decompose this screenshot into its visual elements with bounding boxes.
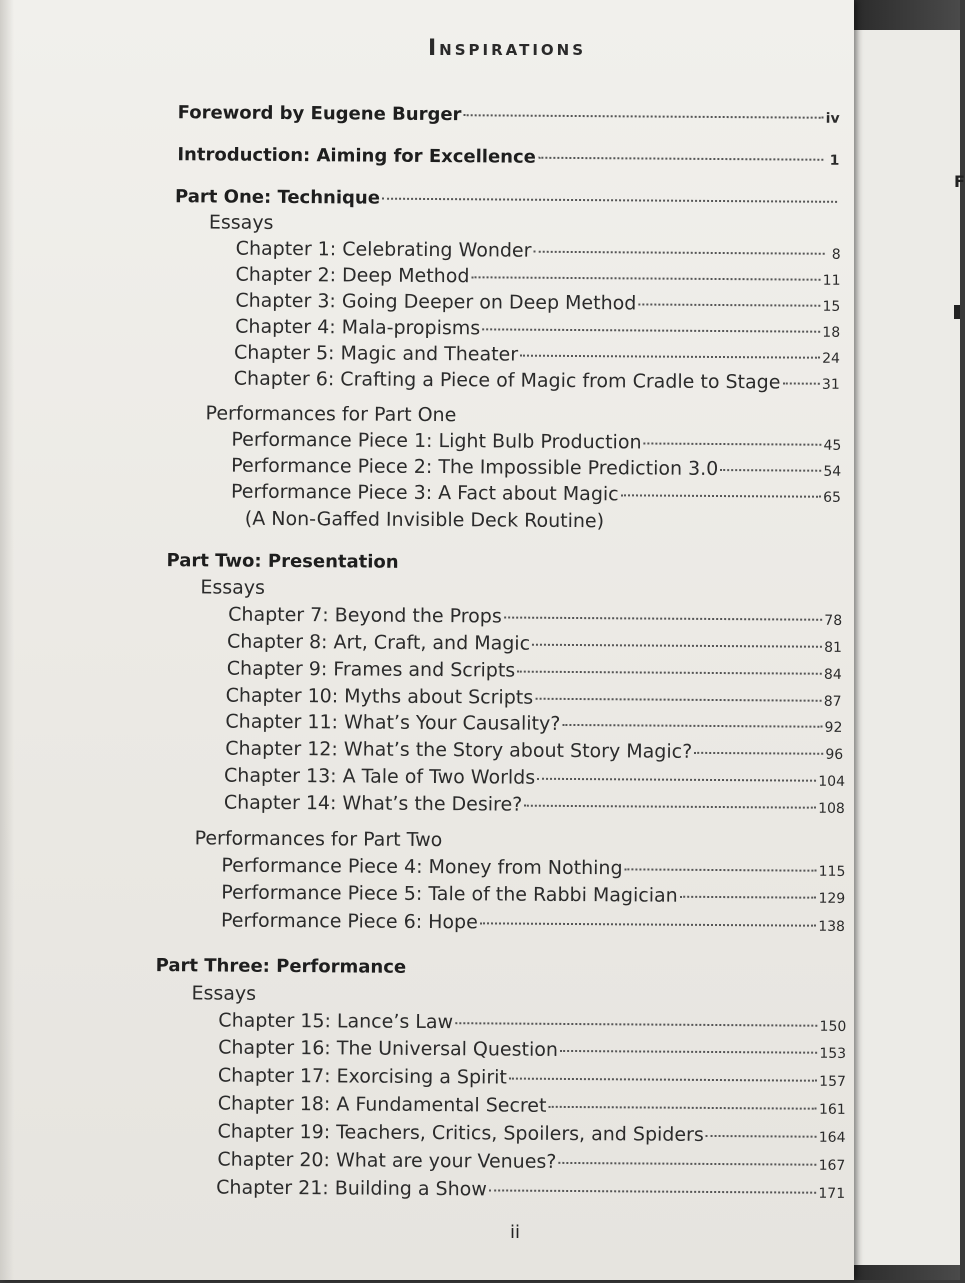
dot-leader bbox=[463, 114, 823, 119]
toc-entry-title: Chapter 16: The Universal Question bbox=[218, 1036, 559, 1061]
toc-entry-title: Performance Piece 3: A Fact about Magic bbox=[230, 480, 619, 506]
toc-page-number: 87 bbox=[823, 693, 842, 710]
dot-leader bbox=[558, 1162, 816, 1166]
toc-entry-title: Chapter 20: What are your Venues? bbox=[217, 1148, 557, 1173]
toc-entry-chapter bbox=[236, 238, 841, 264]
toc-entry-title: Chapter 15: Lance’s Law bbox=[218, 1009, 454, 1034]
toc-page-number: 104 bbox=[818, 773, 846, 790]
toc-page-number: iv bbox=[825, 110, 840, 127]
toc-page-number: 129 bbox=[818, 890, 846, 907]
toc-entry-chapter bbox=[225, 738, 843, 764]
toc-page-number: 115 bbox=[818, 863, 846, 880]
toc-entry-title: Chapter 7: Beyond the Props bbox=[228, 603, 502, 628]
part-heading-three bbox=[156, 955, 407, 978]
dot-leader bbox=[680, 896, 817, 899]
toc-entry-title: Chapter 3: Going Deeper on Deep Method bbox=[235, 289, 637, 315]
toc-entry-chapter bbox=[224, 792, 845, 818]
toc-entry-chapter bbox=[228, 604, 842, 630]
dot-leader bbox=[625, 868, 817, 871]
toc-page-number: 108 bbox=[818, 800, 845, 817]
toc-entry-chapter bbox=[226, 685, 842, 711]
toc-entry-chapter bbox=[218, 1065, 846, 1091]
dot-leader bbox=[509, 1078, 817, 1082]
toc-page-number: 54 bbox=[823, 463, 842, 480]
toc-page-number: 31 bbox=[821, 376, 840, 393]
dot-leader bbox=[504, 617, 823, 621]
toc-page-number: 96 bbox=[825, 746, 844, 763]
toc-entry-chapter bbox=[218, 1037, 846, 1063]
toc-entry-title: Foreword by Eugene Burger bbox=[177, 102, 462, 126]
toc-entry-title: Chapter 2: Deep Method bbox=[235, 263, 470, 288]
toc-page-number: 24 bbox=[822, 350, 841, 367]
toc-entry-title: Chapter 10: Myths about Scripts bbox=[225, 684, 534, 709]
toc-entry-chapter bbox=[235, 290, 840, 316]
toc-entry-introduction bbox=[177, 144, 839, 170]
dot-leader bbox=[560, 1050, 817, 1054]
dot-leader bbox=[548, 1106, 817, 1110]
toc-entry-title: Introduction: Aiming for Excellence bbox=[177, 144, 536, 168]
part-title: Part Three: Performance bbox=[155, 955, 407, 978]
toc-entry-performance bbox=[231, 481, 841, 507]
dot-leader bbox=[455, 1022, 817, 1027]
toc-entry-chapter bbox=[235, 316, 840, 342]
toc-page-number: 8 bbox=[831, 246, 841, 263]
toc-entry-performance bbox=[231, 455, 841, 481]
toc-entry-title: Chapter 19: Teachers, Critics, Spoilers, and Spiders bbox=[217, 1120, 704, 1146]
part-title: Part One: Technique bbox=[175, 186, 381, 209]
toc-page-number: 84 bbox=[823, 666, 842, 683]
toc-page-number: 18 bbox=[822, 324, 841, 341]
part-heading-one bbox=[175, 186, 839, 212]
toc-entry-title: Chapter 17: Exorcising a Spirit bbox=[217, 1064, 508, 1089]
toc-page-number: 157 bbox=[819, 1073, 846, 1090]
dot-leader bbox=[517, 671, 822, 675]
running-header: Inspirations bbox=[428, 36, 587, 61]
dot-leader bbox=[489, 1189, 817, 1193]
toc-entry-chapter bbox=[227, 658, 842, 684]
adjacent-page bbox=[852, 30, 960, 1265]
toc-page-number: 171 bbox=[818, 1185, 846, 1202]
toc-entry-title: Chapter 13: A Tale of Two Worlds bbox=[223, 764, 536, 789]
toc-entry-performance bbox=[221, 855, 845, 881]
dot-leader bbox=[382, 198, 837, 203]
performance-subtitle: (A Non-Gaffed Invisible Deck Routine) bbox=[244, 507, 605, 533]
toc-page-number: 78 bbox=[824, 612, 843, 629]
adjacent-page-text-fragment: F bbox=[954, 172, 965, 191]
dot-leader bbox=[535, 698, 822, 702]
part-heading-two bbox=[166, 550, 398, 573]
dot-leader bbox=[537, 778, 816, 782]
toc-entry-title: Chapter 5: Magic and Theater bbox=[233, 341, 519, 366]
dot-leader bbox=[638, 303, 820, 306]
toc-entry-chapter bbox=[216, 1177, 845, 1203]
part-title: Part Two: Presentation bbox=[166, 550, 399, 573]
toc-entry-title: Chapter 6: Crafting a Piece of Magic from Cradle to Stage bbox=[233, 367, 781, 394]
dot-leader bbox=[480, 922, 816, 926]
section-label-performances: Performances for Part Two bbox=[194, 827, 443, 852]
dot-leader bbox=[720, 469, 821, 472]
toc-entry-title: Performance Piece 2: The Impossible Prediction 3.0 bbox=[231, 454, 719, 481]
toc-entry-title: Performance Piece 6: Hope bbox=[220, 909, 478, 934]
toc-entry-title: Chapter 4: Mala-propisms bbox=[235, 315, 481, 340]
toc-entry-chapter bbox=[217, 1149, 845, 1175]
dot-leader bbox=[520, 355, 820, 359]
toc-entry-chapter bbox=[227, 631, 842, 657]
toc-entry-foreword bbox=[178, 102, 840, 128]
toc-page-number: 167 bbox=[818, 1157, 846, 1174]
dot-leader bbox=[524, 805, 816, 809]
toc-entry-chapter bbox=[234, 342, 840, 368]
dot-leader bbox=[532, 644, 822, 648]
toc-page-number: 15 bbox=[822, 298, 841, 315]
toc-entry-title: Chapter 9: Frames and Scripts bbox=[226, 657, 516, 682]
dot-leader bbox=[706, 1135, 817, 1138]
toc-page-number: 138 bbox=[818, 918, 846, 935]
toc-entry-chapter bbox=[224, 765, 845, 791]
toc-entry-performance bbox=[221, 882, 845, 908]
toc-entry-title: Performance Piece 1: Light Bulb Production bbox=[231, 428, 642, 454]
dot-leader bbox=[538, 157, 823, 161]
toc-entry-chapter bbox=[225, 711, 842, 737]
section-label-essays: Essays bbox=[208, 211, 274, 234]
toc-entry-performance bbox=[221, 910, 845, 936]
section-label-performances: Performances for Part One bbox=[205, 402, 457, 427]
toc-entry-chapter bbox=[217, 1121, 845, 1147]
dot-leader bbox=[644, 442, 822, 445]
dot-leader bbox=[621, 494, 822, 497]
toc-entry-title: Performance Piece 4: Money from Nothing bbox=[221, 854, 623, 880]
toc-entry-chapter bbox=[218, 1093, 846, 1119]
toc-page-number: 81 bbox=[824, 639, 843, 656]
toc-page-number: 150 bbox=[819, 1018, 847, 1035]
toc-entry-title: Chapter 21: Building a Show bbox=[216, 1176, 487, 1201]
toc-entry-performance bbox=[231, 429, 841, 455]
toc-entry-title: Chapter 14: What’s the Desire? bbox=[223, 791, 523, 816]
toc-page-number: 45 bbox=[823, 437, 842, 454]
toc-entry-title: Performance Piece 5: Tale of the Rabbi Magician bbox=[221, 881, 678, 907]
dot-leader bbox=[782, 382, 820, 384]
dot-leader bbox=[533, 251, 824, 255]
dot-leader bbox=[482, 328, 820, 332]
toc-page-number: 65 bbox=[823, 489, 842, 506]
toc-page-number: 11 bbox=[822, 272, 841, 289]
toc-entry-chapter bbox=[235, 264, 840, 290]
toc-entry-title: Chapter 18: A Fundamental Secret bbox=[217, 1092, 547, 1117]
toc-entry-title: Chapter 1: Celebrating Wonder bbox=[235, 237, 532, 262]
section-label-essays: Essays bbox=[191, 982, 257, 1005]
dot-leader bbox=[471, 276, 820, 280]
toc-page-number: 164 bbox=[818, 1129, 846, 1146]
toc-entry-chapter bbox=[234, 368, 840, 394]
toc-entry-title: Chapter 8: Art, Craft, and Magic bbox=[226, 630, 531, 655]
toc-page-number: 161 bbox=[818, 1101, 846, 1118]
page-number: ii bbox=[510, 1222, 521, 1243]
toc-entry-chapter bbox=[218, 1010, 846, 1036]
dot-leader bbox=[562, 724, 822, 728]
toc-entry-title: Chapter 11: What’s Your Causality? bbox=[225, 710, 561, 735]
toc-entry-title: Chapter 12: What’s the Story about Story Magic? bbox=[225, 737, 693, 763]
toc-page-number: 92 bbox=[824, 719, 843, 736]
toc-page-number: 1 bbox=[829, 152, 840, 169]
section-label-essays: Essays bbox=[200, 576, 266, 599]
dot-leader bbox=[694, 752, 823, 755]
adjacent-page-mark bbox=[954, 305, 960, 319]
toc-page-number: 153 bbox=[819, 1045, 847, 1062]
